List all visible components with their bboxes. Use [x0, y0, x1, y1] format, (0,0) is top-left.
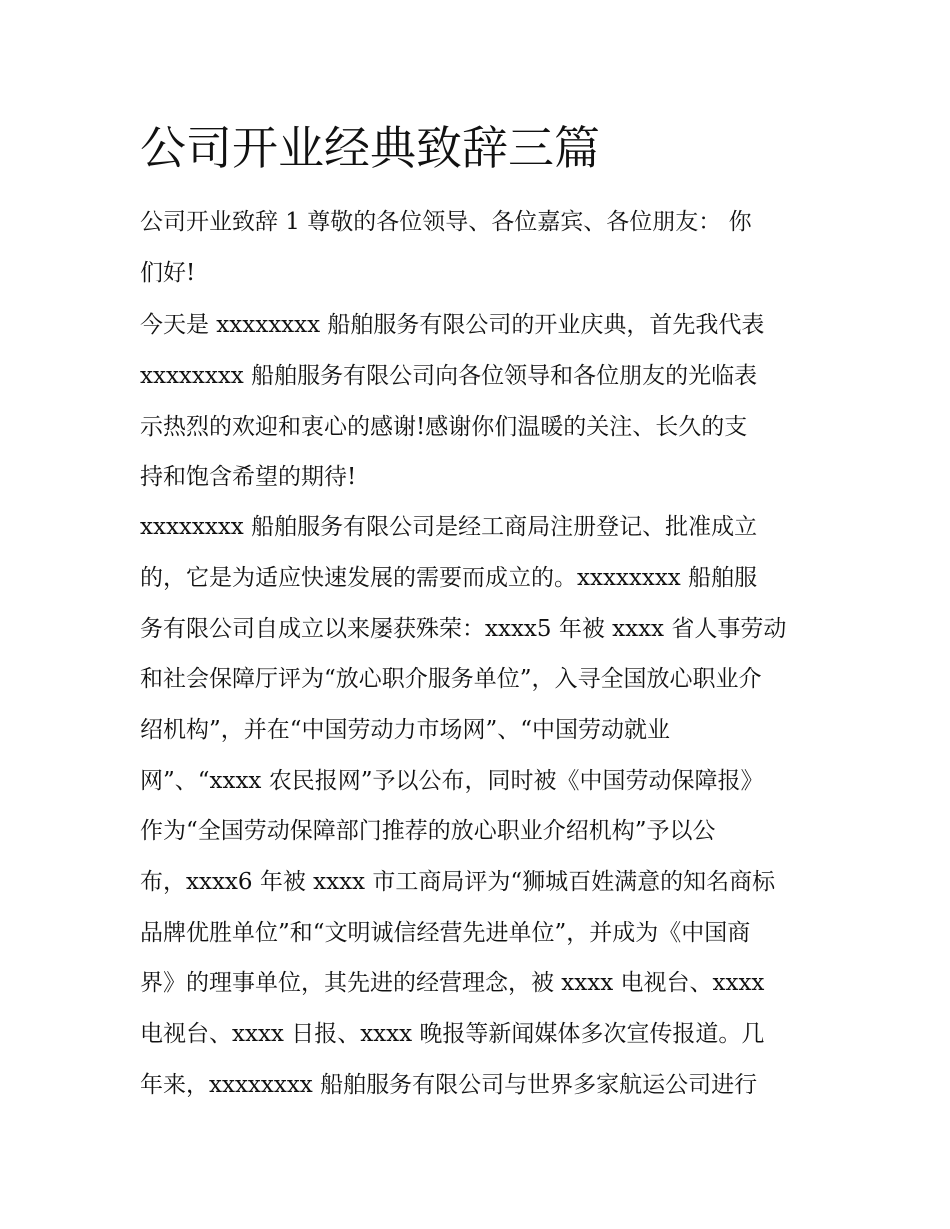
text-line: xxxxxxxx 船舶服务有限公司向各位领导和各位朋友的光临表 [140, 363, 758, 389]
text-line: 今天是 xxxxxxxx 船舶服务有限公司的开业庆典，首先我代表 [140, 312, 765, 338]
text-line: 示热烈的欢迎和衷心的感谢!感谢你们温暖的关注、长久的支 [140, 414, 748, 440]
text-line: 绍机构”，并在“中国劳动力市场网”、“中国劳动就业 [140, 717, 671, 743]
text-line: 务有限公司自成立以来屡获殊荣：xxxx5 年被 xxxx 省人事劳动 [140, 616, 787, 642]
text-line: 布，xxxx6 年被 xxxx 市工商局评为“狮城百姓满意的知名商标 [140, 869, 776, 895]
text-line: 持和饱含希望的期待! [140, 464, 357, 490]
text-line: 们好! [140, 260, 196, 286]
text-line: 品牌优胜单位”和“文明诚信经营先进单位”，并成为《中国商 [140, 920, 751, 946]
text-line: 网”、“xxxx 农民报网”予以公布，同时被《中国劳动保障报》 [140, 768, 764, 794]
text-line: 和社会保障厅评为“放心职介服务单位”，入寻全国放心职业介 [140, 666, 762, 692]
text-line: 公司开业致辞 1 尊敬的各位领导、各位嘉宾、各位朋友： 你 [140, 209, 752, 235]
text-line: 年来，xxxxxxxx 船舶服务有限公司与世界多家航运公司进行 [140, 1072, 758, 1098]
text-line: xxxxxxxx 船舶服务有限公司是经工商局注册登记、批准成立 [140, 514, 758, 540]
text-line: 作为“全国劳动保障部门推荐的放心职业介绍机构”予以公 [140, 818, 716, 844]
document-title: 公司开业经典致辞三篇 [140, 121, 600, 175]
text-line: 界》的理事单位，其先进的经营理念，被 xxxx 电视台、xxxx [140, 970, 765, 996]
text-line: 电视台、xxxx 日报、xxxx 晚报等新闻媒体多次宣传报道。几 [140, 1021, 765, 1047]
text-line: 的，它是为适应快速发展的需要而成立的。xxxxxxxx 船舶服 [140, 565, 758, 591]
